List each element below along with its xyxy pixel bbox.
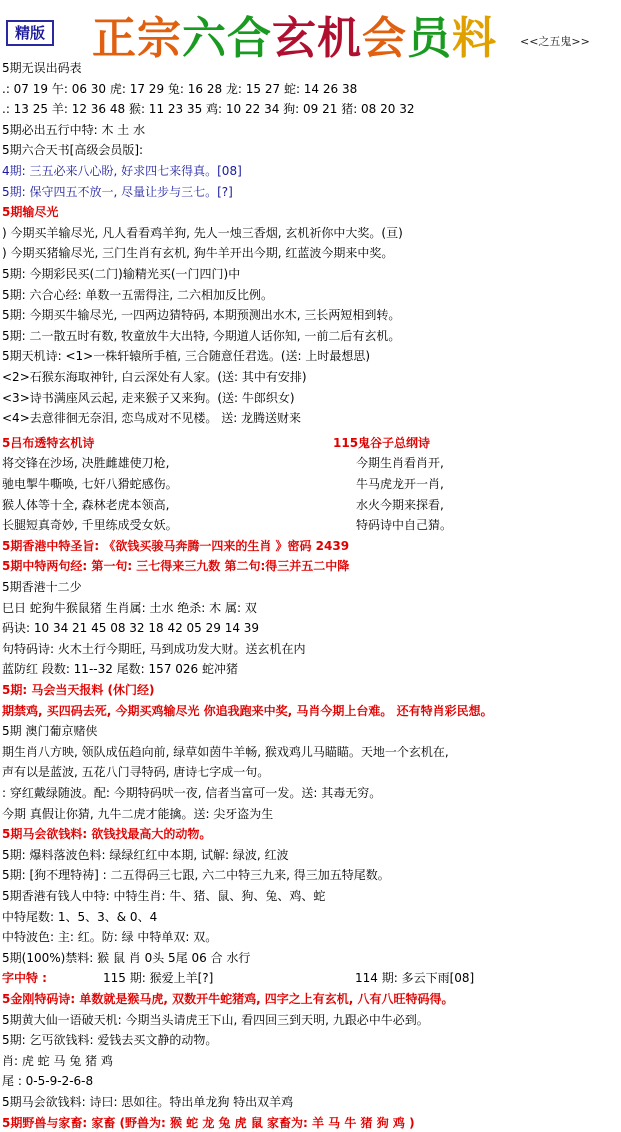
text-line: 5期马会欲钱料: 欲钱找最高大的动物。 [2,827,212,842]
text-line: 5期必出五行中特: 木 土 水 [2,122,146,137]
text-line: 5期: 乞丐欲钱料: 爱钱去买文静的动物。 [2,1033,218,1048]
text-line: 今期 真假让你猜, 九牛二虎才能擒。送: 尖牙盗为生 [2,806,274,821]
text-line: 5期天机诗: <1>一株轩辕所手植, 三合随意任君选。(送: 上时最想思) [2,349,371,364]
text-line: 5期 澳门葡京赌侠 [2,724,98,739]
text-line: 5期香港十二少 [2,580,82,594]
text-line: 5期输尽光 [2,205,59,220]
text-line: 5期: 爆料落波色料: 绿绿红红中本期, 试解: 绿波, 红波 [2,847,289,862]
text-line: 5期: 马会当天报料 (休门经) [2,683,155,697]
special-mid: 115 期: 猴爱上羊[?] [103,971,214,986]
text-line: 5期: 保守四五不放一, 尽量让步与三七。[?] [2,184,233,199]
text-line: .: 07 19 午: 06 30 虎: 17 29 兔: 16 28 龙: 15 27 蛇: 14 26 38 [2,81,358,96]
text-line: 5期黄大仙一语破天机: 今期当头请虎王下山, 看四回三到天明, 九跟必中牛必到。 [2,1012,429,1027]
poem-right-line: 牛马虎龙开一肖, [356,477,444,491]
badge: 精版 [6,20,54,46]
text-line: 中特尾数: 1、5、3、& 0、4 [2,909,158,924]
text-line: 5金刚特码诗: 单数就是猴马虎, 双数开牛蛇猪鸡, 四字之上有玄机, 八有八旺特码得。 [2,992,454,1006]
text-line: 句特码诗: 火木土行今期旺, 马到成功发大财。送玄机在内 [2,641,306,656]
text-line: 声有以是蓝波, 五花八门寻特码, 唐诗七字成一句。 [2,765,270,780]
text-line: 蓝防红 段数: 11--32 尾数: 157 026 蛇冲猪 [2,662,238,677]
text-line: 5期香港有钱人中特: 中特生肖: 牛、猪、鼠、狗、兔、鸡、蛇 [2,889,326,903]
text-line: 尾 : 0-5-9-2-6-8 [2,1074,94,1089]
title-char: 员 [407,13,452,64]
text-line: 中特波色: 主: 红。防: 绿 中特单双: 双。 [2,930,218,945]
poem-right-line: 水火今期来探看, [356,497,444,512]
text-line: .: 13 25 羊: 12 36 48 猴: 11 23 35 鸡: 10 22 34 狗: 09 21 猪: 08 20 32 [2,102,415,117]
poem-left-line: 将交锋在沙场, 决胜雌雄使刀枪, [2,456,170,471]
special-label: 字中特 : [2,971,47,986]
text-line: 5期野兽与家畜: 家畜 (野兽为: 猴 蛇 龙 兔 虎 鼠 家畜为: 羊 马 牛 猪 狗 鸡 ) [2,1115,415,1130]
poem-left-title: 5吕布透特玄机诗 [2,435,95,450]
title-char: 正 [92,13,137,64]
title-char: 六 [182,13,227,64]
poem-left-line: 驰电掣牛嘶唤, 七奸八猾蛇感伤。 [2,477,178,491]
text-line: 5期香港中特圣旨: 《欲钱买骏马奔腾一四来的生肖 》密码 2439 [2,538,350,553]
text-line: 5期: 二一散五时有数, 牧童放牛大出特, 今期道人话你知, 一前二后有玄机。 [2,328,401,343]
text-line: 4期: 三五必来八心盼, 好求四七来得真。[08] [2,164,242,178]
text-line: 期禁鸡, 买四码去死, 今期买鸡输尽光 你追我跑来中奖, 马肖今期上台难。 还有特肖彩民想。 [2,703,493,718]
title-char: 宗 [137,13,182,64]
text-line: 5期: 今期买牛输尽光, 一四两边猜特码, 本期预测出水木, 三长两短相到转。 [2,308,401,323]
text-line: 5期: 今期彩民买(二门)输精光买(一门四门)中 [2,267,241,281]
page-title [92,2,497,66]
text-line: ) 今期买羊输尽光, 凡人看看鸡羊狗, 先人一烛三香烟, 玄机祈你中大奖。(亘) [2,225,403,240]
title-char: 会 [362,13,407,64]
text-line: 5期六合天书[高级会员版]: [2,143,144,158]
poem-left-line: 猴人体等十全, 森林老虎本领高, [2,497,170,512]
text-line: ) 今期买猪输尽光, 三门生肖有玄机, 狗牛羊开出今期, 红蓝波今期来中奖。 [2,246,394,261]
poem-right-title: 115鬼谷子总纲诗 [333,435,431,450]
text-line: 5期: 六合心经: 单数一五需得注, 二六相加反比例。 [2,287,273,302]
text-line: 期生肖八方映, 领队成伍趋向前, 绿草如茵牛羊畅, 猴戏鸡儿马瞄瞄。天地一个玄机在, [2,744,449,759]
text-line: <3>诗书满座风云起, 走来猴子又来狗。(送: 牛郎织女) [2,390,295,405]
text-line: 5期马会欲钱料: 诗曰: 思如往。特出单龙狗 特出双羊鸡 [2,1095,294,1109]
text-line: <4>去意徘徊无奈泪, 恋鸟成对不见楼。 送: 龙腾送财来 [2,411,302,426]
text-line: 巳日 蛇狗牛猴鼠猪 生肖属: 土水 绝杀: 木 属: 双 [2,600,257,615]
text-line: 5期中特两句经: 第一句: 三七得来三九数 第二句:得三并五二中降 [2,559,350,574]
text-line: <2>石猴东海取神针, 白云深处有人家。(送: 其中有安排) [2,370,307,384]
text-line: 5期(100%)禁料: 猴 鼠 肖 0头 5尾 06 合 水行 [2,950,251,965]
poem-right-line: 今期生肖看肖开, [356,456,444,471]
title-char: 机 [317,13,362,64]
poem-left-line: 长腿短真奇妙, 千里练成受女妖。 [2,518,178,533]
header [0,0,621,64]
text-line: 5期无误出码表 [2,61,82,75]
text-line: 肖: 虎 蛇 马 兔 猪 鸡 [2,1053,113,1068]
special-right: 114 期: 多云下雨[08] [355,971,475,986]
title-char: 玄 [272,13,317,64]
title-char: 合 [227,13,272,64]
poem-right-line: 特码诗中自己猜。 [356,518,453,533]
text-line: 码诀: 10 34 21 45 08 32 18 42 05 29 14 39 [2,621,260,636]
text-line: : 穿红戴绿随波。配: 今期特码吠一夜, 信者当富可一发。送: 其毒无穷。 [2,786,382,800]
title-tag: <<之五鬼>> [520,35,590,48]
text-line: 5期: [狗不理特祷] : 二五得码三七跟, 六二中特三九来, 得三加五特尾数。 [2,868,390,883]
title-char: 料 [452,13,497,64]
